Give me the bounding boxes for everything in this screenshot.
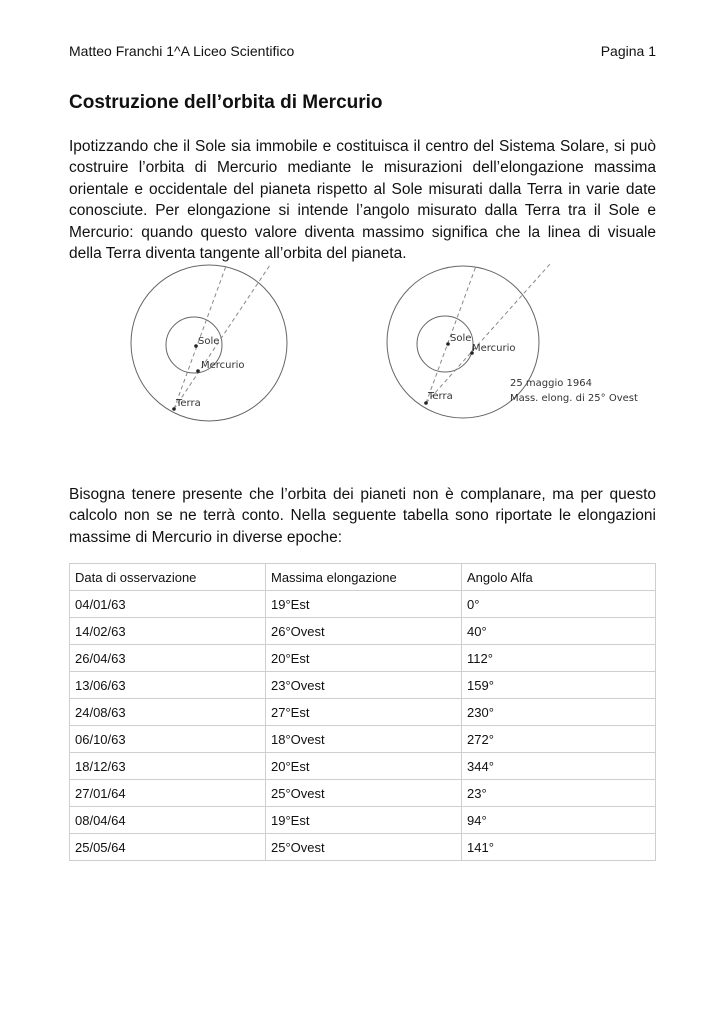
table-row	[70, 672, 656, 699]
elongation-cell: 20°Est	[266, 753, 462, 780]
column-header: Angolo Alfa	[462, 564, 656, 591]
left-diagram	[131, 265, 287, 421]
table-row	[70, 780, 656, 807]
table-row	[70, 645, 656, 672]
earth-label-right: Terra	[428, 391, 453, 402]
elongation-cell: 25°Ovest	[266, 834, 462, 861]
angle-cell: 344°	[462, 753, 656, 780]
elongation-table	[69, 563, 656, 861]
date-cell: 24/08/63	[70, 699, 266, 726]
mercury-dot-left	[196, 369, 200, 373]
column-header: Data di osservazione	[70, 564, 266, 591]
date-cell: 13/06/63	[70, 672, 266, 699]
elongation-cell: 23°Ovest	[266, 672, 462, 699]
angle-cell: 94°	[462, 807, 656, 834]
elongation-cell: 19°Est	[266, 591, 462, 618]
angle-cell: 141°	[462, 834, 656, 861]
earth-label-left: Terra	[176, 398, 201, 409]
orbit-figure	[120, 262, 650, 422]
date-cell: 14/02/63	[70, 618, 266, 645]
angle-cell: 0°	[462, 591, 656, 618]
sun-label-right: Sole	[450, 333, 472, 344]
table-row	[70, 726, 656, 753]
elongation-cell: 25°Ovest	[266, 780, 462, 807]
page-title: Costruzione dell’orbita di Mercurio	[69, 92, 383, 113]
mercury-label-right: Mercurio	[472, 343, 516, 354]
table-header-row	[70, 564, 656, 591]
date-cell: 27/01/64	[70, 780, 266, 807]
elongation-cell: 20°Est	[266, 645, 462, 672]
angle-cell: 272°	[462, 726, 656, 753]
angle-cell: 112°	[462, 645, 656, 672]
date-cell: 25/05/64	[70, 834, 266, 861]
angle-cell: 40°	[462, 618, 656, 645]
page-number: Pagina 1	[600, 43, 656, 59]
elongation-cell: 26°Ovest	[266, 618, 462, 645]
caption-date: 25 maggio 1964	[510, 378, 592, 389]
angle-cell: 159°	[462, 672, 656, 699]
table-row	[70, 618, 656, 645]
column-header: Massima elongazione	[266, 564, 462, 591]
sun-label-left: Sole	[198, 336, 220, 347]
elongation-cell: 19°Est	[266, 807, 462, 834]
table-row	[70, 807, 656, 834]
table-intro-paragraph: Bisogna tenere presente che l’orbita dei pianeti non è complanare, ma per questo calcolo non se ne terrà conto. Nella seguente tabella sono riportate le elongazioni massime di Mercurio in diverse epoche:	[69, 486, 656, 546]
angle-cell: 23°	[462, 780, 656, 807]
date-cell: 06/10/63	[70, 726, 266, 753]
date-cell: 04/01/63	[70, 591, 266, 618]
intro-paragraph: Ipotizzando che il Sole sia immobile e costituisca il centro del Sistema Solare, si può costruire l’orbita di Mercurio mediante le misurazioni dell’elongazione massima orientale e occidentale del pianeta rispetto al Sole misurati dalla Terra in varie date conosciute. Per elongazione si intende l’angolo misurato dalla Terra tra il Sole e Mercurio: quando questo valore diventa massimo significa che la linea di visuale della Terra diventa tangente all’orbita del pianeta.	[69, 138, 656, 263]
mercury-orbit-right	[417, 316, 473, 372]
angle-cell: 230°	[462, 699, 656, 726]
date-cell: 26/04/63	[70, 645, 266, 672]
elongation-cell: 27°Est	[266, 699, 462, 726]
author-line: Matteo Franchi 1^A Liceo Scientifico	[69, 43, 295, 59]
sightline-mercury-left	[174, 265, 270, 409]
right-diagram	[387, 264, 638, 418]
table-row	[70, 699, 656, 726]
table-row	[70, 591, 656, 618]
caption-elongation: Mass. elong. di 25° Ovest	[510, 393, 638, 404]
mercury-label-left: Mercurio	[201, 360, 245, 371]
date-cell: 08/04/64	[70, 807, 266, 834]
page-header	[69, 43, 656, 59]
table-row	[70, 753, 656, 780]
elongation-cell: 18°Ovest	[266, 726, 462, 753]
table-row	[70, 834, 656, 861]
date-cell: 18/12/63	[70, 753, 266, 780]
